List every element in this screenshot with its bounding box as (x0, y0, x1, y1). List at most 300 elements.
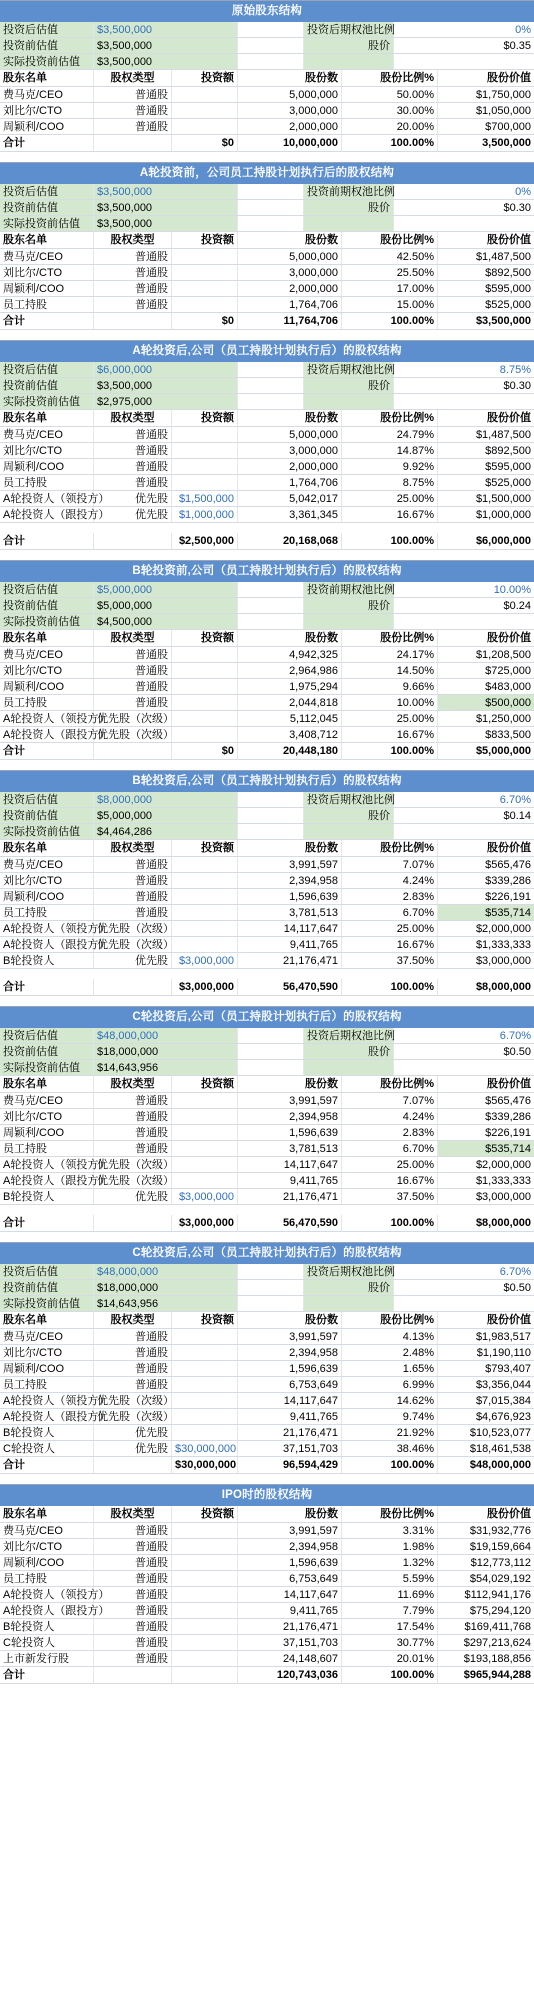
col-header-value: 股份价值 (487, 72, 531, 84)
shareholder-name: 刘比尔/CTO (0, 1109, 94, 1124)
share-count: 5,000,000 (238, 87, 342, 102)
shareholder-name: B轮投资人 (0, 1189, 94, 1204)
share-value: $700,000 (485, 121, 531, 133)
investment-amount: $1,500,000 (172, 491, 238, 506)
total-label: 合计 (0, 533, 94, 549)
share-count: 2,394,958 (238, 1109, 342, 1124)
col-header-shares: 股份数 (238, 70, 342, 86)
table-row (0, 663, 534, 679)
param-spacer (238, 1296, 304, 1311)
share-percent: 24.17% (342, 647, 438, 662)
investment-amount (172, 1345, 238, 1360)
total-percent: 100.00% (342, 979, 438, 995)
param-value[interactable]: $2,975,000 (94, 394, 238, 409)
share-value: $226,191 (485, 891, 531, 903)
share-value: $7,015,384 (475, 1395, 531, 1407)
share-value: $892,500 (485, 445, 531, 457)
share-type: 普通股 (94, 1329, 172, 1344)
shareholder-name: 费马克/CEO (0, 249, 94, 264)
param-right-value[interactable] (394, 824, 534, 839)
shareholder-name: 刘比尔/CTO (0, 663, 94, 678)
param-value[interactable]: $3,500,000 (94, 22, 238, 37)
col-header-value: 股份价值 (487, 1314, 531, 1326)
col-header-investment: 投资额 (172, 840, 238, 856)
col-header-type: 股权类型 (94, 70, 172, 86)
param-label: 投资前估值 (0, 598, 94, 613)
param-right-label: 投资后期权池比例 (304, 22, 394, 37)
share-type: 普通股 (94, 1345, 172, 1360)
investment-amount (172, 119, 238, 134)
param-spacer (238, 792, 304, 807)
share-value: $565,476 (485, 1095, 531, 1107)
col-header-percent: 股份比例% (342, 70, 438, 86)
share-percent: 16.67% (342, 937, 438, 952)
table-header (0, 1506, 534, 1523)
param-right-label: 投资后期权池比例 (304, 1028, 394, 1043)
share-type: 普通股 (94, 459, 172, 474)
param-spacer (238, 394, 304, 409)
table-row (0, 889, 534, 905)
table-row (0, 873, 534, 889)
param-label: 实际投资前估值 (0, 216, 94, 231)
total-label: 合计 (0, 979, 94, 995)
param-value[interactable]: $3,500,000 (94, 200, 238, 215)
table-header (0, 1076, 534, 1093)
share-percent: 4.24% (342, 873, 438, 888)
shareholder-name: B轮投资人 (0, 1619, 94, 1634)
param-right-value[interactable]: 6.70% (499, 1030, 531, 1042)
param-value[interactable]: $48,000,000 (94, 1028, 238, 1043)
col-header-investment: 投资额 (172, 410, 238, 426)
share-type: 普通股 (94, 1539, 172, 1554)
table-row (0, 953, 534, 969)
shareholder-name: 员工持股 (0, 1141, 94, 1156)
total-value: 3,500,000 (482, 137, 531, 149)
share-type: 普通股 (94, 475, 172, 490)
total-spacer (94, 1215, 172, 1231)
shareholder-name: A轮投资人（跟投方） (0, 1603, 94, 1618)
param-spacer (238, 582, 304, 597)
param-row (0, 378, 534, 394)
param-right-label (304, 1060, 394, 1075)
param-right-value[interactable] (394, 1296, 534, 1311)
param-right-value[interactable]: 0% (515, 24, 531, 36)
share-count: 2,000,000 (238, 119, 342, 134)
param-right-value[interactable]: 0% (515, 186, 531, 198)
param-value[interactable]: $3,500,000 (94, 184, 238, 199)
share-percent: 25.00% (342, 1157, 438, 1172)
share-count: 2,964,986 (238, 663, 342, 678)
col-header-name: 股东名单 (0, 840, 94, 856)
table-row (0, 921, 534, 937)
share-type: 普通股 (94, 427, 172, 442)
cap-table-section (0, 1484, 534, 1684)
share-count: 14,117,647 (238, 1157, 342, 1172)
table-row (0, 1393, 534, 1409)
share-count: 3,000,000 (238, 103, 342, 118)
share-count: 2,000,000 (238, 459, 342, 474)
total-shares: 120,743,036 (238, 1667, 342, 1683)
share-percent: 6.70% (342, 905, 438, 920)
col-header-shares: 股份数 (238, 1076, 342, 1092)
investment-amount (172, 647, 238, 662)
share-percent: 16.67% (342, 727, 438, 742)
investment-amount (172, 921, 238, 936)
param-right-value[interactable] (394, 614, 534, 629)
share-type: 普通股 (94, 1603, 172, 1618)
share-count: 24,148,607 (238, 1651, 342, 1666)
investment-amount (172, 459, 238, 474)
param-row (0, 216, 534, 232)
share-count: 3,781,513 (238, 905, 342, 920)
shareholder-name: 周颖利/COO (0, 1555, 94, 1570)
col-header-shares: 股份数 (238, 1506, 342, 1522)
shareholder-name: A轮投资人（领投方） (0, 1157, 94, 1172)
share-count: 37,151,703 (238, 1441, 342, 1456)
share-type: 普通股 (94, 873, 172, 888)
share-type: 普通股 (94, 1361, 172, 1376)
param-value[interactable]: $3,500,000 (94, 378, 238, 393)
param-value[interactable]: $5,000,000 (94, 808, 238, 823)
total-label: 合计 (0, 1457, 94, 1473)
table-row (0, 1377, 534, 1393)
share-type: 优先股（次级） (94, 921, 172, 936)
total-value: $48,000,000 (469, 1459, 531, 1471)
param-right-value[interactable]: $0.35 (503, 40, 531, 52)
share-percent: 25.50% (342, 265, 438, 280)
share-count: 14,117,647 (238, 1393, 342, 1408)
col-header-percent: 股份比例% (342, 1506, 438, 1522)
share-value: $595,000 (485, 283, 531, 295)
share-type: 普通股 (94, 857, 172, 872)
share-type: 优先股 (94, 1189, 172, 1204)
shareholder-name: 费马克/CEO (0, 1329, 94, 1344)
total-spacer (94, 533, 172, 549)
share-count: 5,042,017 (238, 491, 342, 506)
param-right-value[interactable]: 6.70% (499, 1266, 531, 1278)
share-percent: 8.75% (342, 475, 438, 490)
param-spacer (238, 216, 304, 231)
param-label: 投资前估值 (0, 1044, 94, 1059)
total-shares: 10,000,000 (238, 135, 342, 151)
total-row (0, 979, 534, 996)
total-investment: $30,000,000 (172, 1457, 238, 1473)
param-value[interactable]: $4,500,000 (94, 614, 238, 629)
share-count: 1,596,639 (238, 1555, 342, 1570)
shareholder-name: 刘比尔/CTO (0, 1539, 94, 1554)
share-percent: 50.00% (342, 87, 438, 102)
param-right-value[interactable]: $0.50 (503, 1046, 531, 1058)
param-right-label: 股价 (304, 598, 394, 613)
share-percent: 7.07% (342, 1093, 438, 1108)
col-header-type: 股权类型 (94, 1076, 172, 1092)
share-percent: 1.65% (342, 1361, 438, 1376)
param-right-value[interactable] (394, 54, 534, 69)
investment-amount (172, 727, 238, 742)
total-row (0, 533, 534, 550)
param-right-value[interactable]: $0.14 (503, 810, 531, 822)
param-right-label (304, 216, 394, 231)
col-header-name: 股东名单 (0, 1076, 94, 1092)
table-row (0, 1093, 534, 1109)
table-row (0, 1425, 534, 1441)
table-row (0, 905, 534, 921)
share-percent: 17.54% (342, 1619, 438, 1634)
investment-amount (172, 1377, 238, 1392)
share-count: 2,044,818 (238, 695, 342, 710)
total-value: $3,500,000 (475, 315, 531, 327)
share-percent: 4.24% (342, 1109, 438, 1124)
param-label: 投资后估值 (0, 22, 94, 37)
section-title: B轮投资前,公司（员工持股计划执行后）的股权结构 (0, 561, 534, 582)
param-value[interactable]: $18,000,000 (94, 1280, 238, 1295)
share-type: 普通股 (94, 1555, 172, 1570)
shareholder-name: A轮投资人（领投方） (0, 1393, 94, 1408)
table-row (0, 711, 534, 727)
shareholder-name: C轮投资人 (0, 1635, 94, 1650)
param-row (0, 598, 534, 614)
table-row (0, 695, 534, 711)
param-right-value[interactable] (394, 1060, 534, 1075)
shareholder-name: 员工持股 (0, 905, 94, 920)
total-value: $5,000,000 (475, 745, 531, 757)
share-percent: 2.83% (342, 1125, 438, 1140)
share-value: $75,294,120 (469, 1605, 531, 1617)
share-percent: 37.50% (342, 953, 438, 968)
total-spacer (94, 1457, 172, 1473)
shareholder-name: 刘比尔/CTO (0, 873, 94, 888)
investment-amount: $3,000,000 (172, 953, 238, 968)
share-count: 9,411,765 (238, 937, 342, 952)
table-header (0, 232, 534, 249)
shareholder-name: 刘比尔/CTO (0, 265, 94, 280)
total-percent: 100.00% (342, 743, 438, 759)
param-value[interactable]: $6,000,000 (94, 362, 238, 377)
table-header (0, 1312, 534, 1329)
col-header-shares: 股份数 (238, 410, 342, 426)
share-type: 普通股 (94, 297, 172, 312)
total-investment (172, 1667, 238, 1683)
col-header-value: 股份价值 (487, 1078, 531, 1090)
share-count: 3,991,597 (238, 1093, 342, 1108)
param-row (0, 22, 534, 38)
share-count: 9,411,765 (238, 1409, 342, 1424)
share-type: 普通股 (94, 1109, 172, 1124)
param-right-value[interactable]: $0.24 (503, 600, 531, 612)
table-row (0, 1109, 534, 1125)
section-gap (0, 1232, 534, 1242)
total-percent: 100.00% (342, 1667, 438, 1683)
param-value[interactable]: $3,500,000 (94, 54, 238, 69)
param-right-label: 股价 (304, 38, 394, 53)
param-value[interactable]: $5,000,000 (94, 598, 238, 613)
param-right-value[interactable] (394, 216, 534, 231)
share-type: 普通股 (94, 889, 172, 904)
share-value: $833,500 (485, 729, 531, 741)
investment-amount (172, 1093, 238, 1108)
param-value[interactable]: $8,000,000 (94, 792, 238, 807)
section-title: A轮投资后,公司（员工持股计划执行后）的股权结构 (0, 341, 534, 362)
share-percent: 6.70% (342, 1141, 438, 1156)
investment-amount (172, 873, 238, 888)
param-value[interactable]: $48,000,000 (94, 1264, 238, 1279)
param-right-value[interactable]: 8.75% (499, 364, 531, 376)
share-count: 21,176,471 (238, 1425, 342, 1440)
table-row (0, 297, 534, 313)
total-value: $6,000,000 (475, 535, 531, 547)
param-row (0, 792, 534, 808)
col-header-investment: 投资额 (172, 1076, 238, 1092)
share-value: $10,523,077 (469, 1427, 531, 1439)
table-row (0, 249, 534, 265)
share-count: 14,117,647 (238, 921, 342, 936)
col-header-percent: 股份比例% (342, 840, 438, 856)
share-count: 3,000,000 (238, 265, 342, 280)
col-header-value: 股份价值 (487, 412, 531, 424)
total-spacer (94, 135, 172, 151)
share-percent: 1.98% (342, 1539, 438, 1554)
param-value[interactable]: $3,500,000 (94, 38, 238, 53)
share-value: $3,356,044 (475, 1379, 531, 1391)
col-header-investment: 投资额 (172, 1312, 238, 1328)
share-percent: 17.00% (342, 281, 438, 296)
param-value[interactable]: $5,000,000 (94, 582, 238, 597)
param-label: 投资前估值 (0, 200, 94, 215)
col-header-name: 股东名单 (0, 70, 94, 86)
param-right-label: 投资后期权池比例 (304, 1264, 394, 1279)
share-count: 37,151,703 (238, 1635, 342, 1650)
share-percent: 20.01% (342, 1651, 438, 1666)
param-value[interactable]: $18,000,000 (94, 1044, 238, 1059)
table-row (0, 1141, 534, 1157)
share-percent: 25.00% (342, 711, 438, 726)
share-type: 优先股 (94, 953, 172, 968)
share-count: 3,361,345 (238, 507, 342, 522)
param-value[interactable]: $4,464,286 (94, 824, 238, 839)
total-percent: 100.00% (342, 135, 438, 151)
param-spacer (238, 200, 304, 215)
param-value[interactable]: $3,500,000 (94, 216, 238, 231)
share-value: $169,411,768 (464, 1621, 531, 1633)
total-investment: $0 (172, 135, 238, 151)
investment-amount (172, 1635, 238, 1650)
param-spacer (238, 362, 304, 377)
param-label: 投资前估值 (0, 38, 94, 53)
param-right-label: 投资前期权池比例 (304, 184, 394, 199)
section-gap (0, 152, 534, 162)
share-count: 2,394,958 (238, 1345, 342, 1360)
param-row (0, 38, 534, 54)
total-shares: 56,470,590 (238, 1215, 342, 1231)
param-right-label: 投资后期权池比例 (304, 792, 394, 807)
param-value[interactable]: $14,643,956 (94, 1296, 238, 1311)
share-value: $1,050,000 (475, 105, 531, 117)
shareholder-name: 周颖利/COO (0, 281, 94, 296)
share-type: 普通股 (94, 695, 172, 710)
table-row (0, 1603, 534, 1619)
share-percent: 5.59% (342, 1571, 438, 1586)
share-value: $3,000,000 (475, 955, 531, 967)
cap-table-section (0, 1242, 534, 1484)
investment-amount (172, 1409, 238, 1424)
total-percent: 100.00% (342, 1457, 438, 1473)
param-label: 实际投资前估值 (0, 824, 94, 839)
param-right-value[interactable]: 10.00% (493, 584, 531, 596)
share-percent: 21.92% (342, 1425, 438, 1440)
total-shares: 96,594,429 (238, 1457, 342, 1473)
investment-amount: $3,000,000 (172, 1189, 238, 1204)
param-row (0, 1296, 534, 1312)
param-right-value[interactable]: 6.70% (499, 794, 531, 806)
share-count: 1,975,294 (238, 679, 342, 694)
shareholder-name: 费马克/CEO (0, 427, 94, 442)
shareholder-name: 员工持股 (0, 1377, 94, 1392)
total-label: 合计 (0, 1215, 94, 1231)
investment-amount (172, 1523, 238, 1538)
investment-amount (172, 475, 238, 490)
shareholder-name: 费马克/CEO (0, 647, 94, 662)
shareholder-name: 刘比尔/CTO (0, 103, 94, 118)
param-right-value[interactable] (394, 394, 534, 409)
share-percent: 15.00% (342, 297, 438, 312)
shareholder-name: A轮投资人（领投方） (0, 491, 94, 506)
share-value: $1,487,500 (475, 429, 531, 441)
total-investment: $0 (172, 313, 238, 329)
param-row (0, 582, 534, 598)
table-header (0, 70, 534, 87)
table-row (0, 937, 534, 953)
share-type: 普通股 (94, 87, 172, 102)
share-value: $500,000 (438, 695, 534, 710)
total-shares: 20,448,180 (238, 743, 342, 759)
param-right-value[interactable]: $0.30 (503, 380, 531, 392)
investment-amount (172, 1109, 238, 1124)
share-value: $535,714 (438, 1141, 534, 1156)
share-value: $339,286 (485, 1111, 531, 1123)
share-count: 1,764,706 (238, 297, 342, 312)
param-right-value[interactable]: $0.50 (503, 1282, 531, 1294)
shareholder-name: A轮投资人（跟投方） (0, 507, 94, 522)
table-header (0, 840, 534, 857)
col-header-percent: 股份比例% (342, 410, 438, 426)
share-percent: 42.50% (342, 249, 438, 264)
param-right-label (304, 54, 394, 69)
total-label: 合计 (0, 1667, 94, 1683)
param-right-label (304, 1296, 394, 1311)
table-row (0, 507, 534, 523)
table-row (0, 1441, 534, 1457)
param-value[interactable]: $14,643,956 (94, 1060, 238, 1075)
col-header-shares: 股份数 (238, 232, 342, 248)
investment-amount (172, 857, 238, 872)
table-row (0, 491, 534, 507)
total-percent: 100.00% (342, 533, 438, 549)
col-header-investment: 投资额 (172, 70, 238, 86)
share-value: $1,500,000 (475, 493, 531, 505)
param-spacer (238, 598, 304, 613)
investment-amount (172, 1393, 238, 1408)
param-right-value[interactable]: $0.30 (503, 202, 531, 214)
share-count: 3,991,597 (238, 1329, 342, 1344)
param-right-label (304, 824, 394, 839)
investment-amount (172, 1651, 238, 1666)
param-row (0, 614, 534, 630)
share-percent: 1.32% (342, 1555, 438, 1570)
share-count: 1,764,706 (238, 475, 342, 490)
share-value: $565,476 (485, 859, 531, 871)
section-title: A轮投资前，公司员工持股计划执行后的股权结构 (0, 163, 534, 184)
share-value: $12,773,112 (470, 1557, 531, 1569)
